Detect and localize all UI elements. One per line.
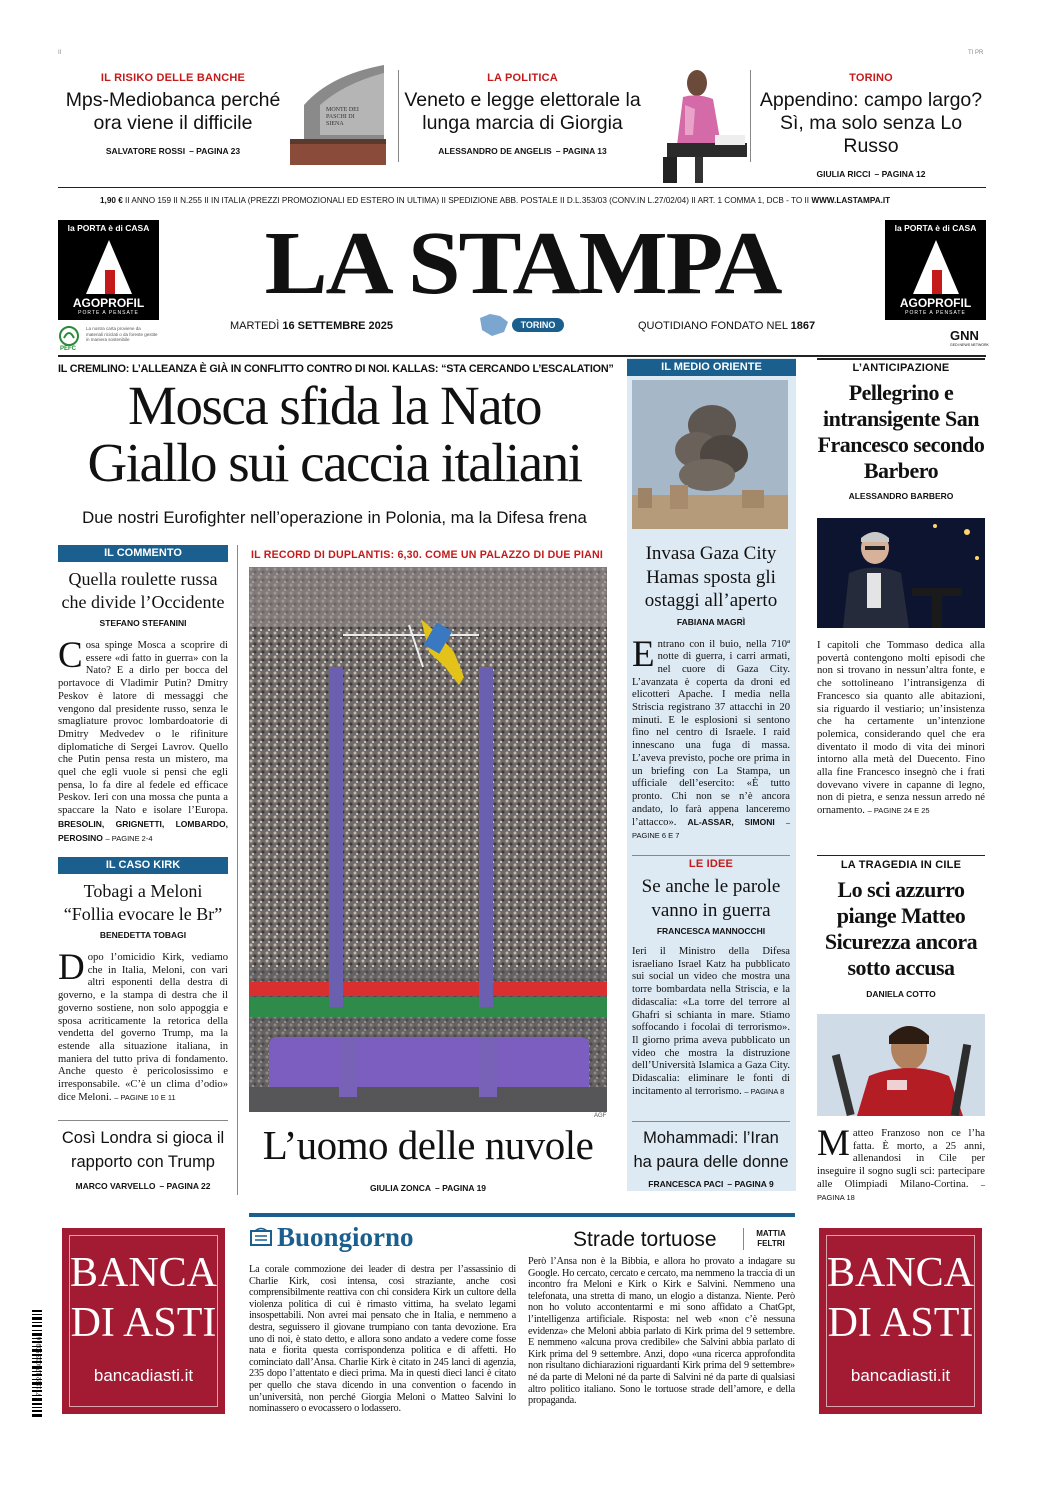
main-subhead: Due nostri Eurofighter nell’operazione in Polonia, ma la Difesa frena	[82, 508, 587, 527]
masthead-title: LA STAMPA	[264, 214, 781, 313]
tragedia-body	[817, 1123, 985, 1204]
kirk-body	[58, 947, 228, 1104]
duplantis-page: – PAGINA 19	[435, 1183, 487, 1193]
mohammadi-author: FRANCESCA PACI	[648, 1179, 724, 1189]
drop-cap: D	[58, 947, 85, 988]
buongiorno-col1: La corale commozione dei leader di destra per l’assassinio di Charlie Kirk, così intensa, così straziante, anche così comprensibilmente reattiva con chi considera Kirk un cultore della violenza politica di cui è rimasto vittima, ha svelato legami insospettabili. Non avrei mai pensato che in Italia, e nemmeno a destra, seguissero il giovane trumpiano con tanta devozione. Era uno di noi, è stato detto, e allora sono andato a vedere come fosse nata e fiorita questa corrispondenza politica e di affetti. Ho cominciato dall’Ansa. Charlie Kirk è citato in 245 lanci di agenzia, 235 dopo l’attentato e dieci prima. Ma in questi dieci lanci è citato per quello che stava dicendo in una convention o facendo in un’università, non perché Giorgia Meloni o Matteo Salvini lo nominassero o evocassero o lodassero.	[249, 1264, 516, 1415]
ad-brand-sub: PORTE A PENSATE	[78, 310, 139, 316]
mohammadi-title: Mohammadi: l’Iran ha paura delle donne	[633, 1129, 789, 1171]
gaza-photo[interactable]	[632, 380, 788, 529]
kirk-text: opo l’omicidio Kirk, vediamo che in Italia, Meloni, con vari altri esponenti della destra di governo, e la stampa di destra che il governo sostiene, non solo appoggia e sposa acriticamente la retorica della vendetta del governo Trump, ma la estende alla situazione italiana, in maniera del tutto priva di fondamento. Anche questo è pericolosissimo e irresponsabile. «C’è un clima d’odio» dice Meloni.	[58, 952, 228, 1103]
drop-cap: E	[632, 633, 655, 675]
masthead-founded	[638, 320, 815, 332]
pefc-mark	[58, 326, 158, 354]
price: 1,90 €	[100, 196, 123, 205]
ad-brand: AGOPROFIL	[899, 296, 972, 310]
gaza-title: Invasa Gaza City Hamas sposta gli ostaggi all’aperto	[644, 543, 778, 611]
gaza-article[interactable]	[632, 542, 790, 843]
ad-brand-sub: PORTE A PENSATE	[905, 310, 966, 316]
barcode-number: 9 771122 174003 50916	[37, 1336, 43, 1402]
gaza-page: – PAGINE 6 E 7	[632, 818, 790, 841]
commento-author: STEFANO STEFANINI	[99, 618, 187, 628]
ad-tagline: la PORTA è di CASA	[894, 223, 977, 233]
teaser-kicker: TORINO	[849, 72, 893, 84]
gnn-label: GNN	[950, 328, 979, 343]
mohammadi-article[interactable]	[632, 1126, 790, 1192]
commento-article[interactable]	[58, 545, 228, 845]
kirk-bar: IL CASO KIRK	[58, 857, 228, 874]
barbero-body	[817, 640, 985, 818]
gnn-sub: GEDI NEWS NETWORK	[950, 343, 989, 347]
commento-title: Quella roulette russa che divide l’Occidente	[61, 569, 225, 612]
gaza-text: ntrano con il buio, nella 710ª notte di guerra, i carri armati, nel cuore di Gaza City. L’avanzata è coperta da droni ed elicotteri Apache. I media nella Striscia registrano 37 attacchi in 20 minuti. E le esplosioni si sentono fino nel centro di Israele. I raid innescano una fuga di massa. L’aveva previsto, poche ore prima in un briefing con La Stampa, un ufficiale dell’esercito: «È tutto pronto. Chi non se n’è ancora andato, lo farà appena lanceremo l’attacco».	[632, 638, 790, 829]
ad-brand: AGOPROFIL	[72, 296, 145, 310]
banca-line2: DI ASTI	[70, 1300, 217, 1346]
edition-badge	[474, 312, 570, 338]
teaser-photo-mps	[290, 65, 386, 165]
date-weekday: MARTEDÌ	[230, 320, 280, 332]
teaser-title: Veneto e legge elettorale la lunga marcia di Giorgia	[404, 89, 641, 134]
commento-sig: BRESOLIN, GRIGNETTI, LOMBARDO, PEROSINO	[58, 818, 228, 843]
idee-kicker: LE IDEE	[688, 858, 734, 870]
ad-tagline: la PORTA è di CASA	[67, 223, 150, 233]
londra-page: – PAGINA 22	[159, 1181, 211, 1191]
commento-text: osa spinge Mosca a scoprire di essere «di fatto in guerra» con la Nato? E a dirlo per bocca del portavoce di Vladimir Putin? Dmitry Peskov è latore di messaggi che vengono dal presidente russo, senza le smagliature provoc lombardoatorie di Dmitry Medvedev o le rifiniture diplomatiche di Sergei Lavrov. Quello che Putin pensa resta un mistero, ma quel che egli vuole si pensi che egli pensa, lo fa dire al fedele ed efficace Peskov. Ieri con una mossa che punta a spaccare la Nato e isolare l’Europa.	[58, 640, 228, 817]
teaser-torino[interactable]	[752, 72, 990, 182]
agoprofil-logo-icon	[913, 240, 959, 294]
banca-asti-ad-right[interactable]	[819, 1228, 982, 1414]
barbero-title: Pellegrino e intransigente San Francesco secondo Barbero	[817, 380, 985, 483]
duplantis-photo[interactable]	[249, 567, 607, 1112]
banca-line1: BANCA	[826, 1250, 975, 1296]
buongiorno-title: Buongiorno	[277, 1222, 414, 1252]
founded-text: QUOTIDIANO FONDATO NEL	[638, 320, 788, 332]
barbero-article[interactable]	[817, 362, 985, 501]
idee-title: Se anche le parole vanno in guerra	[641, 876, 781, 921]
teaser-kicker: IL RISIKO DELLE BANCHE	[100, 72, 246, 84]
gaza-author: FABIANA MAGRÌ	[676, 616, 746, 627]
idee-text: Ieri il Ministro della Difesa israeliano Israel Katz ha pubblicato sui social un video che mostra una torre bombardata nella Striscia, e la didascalia: «La torre del terrore al Ghafri si schianta in mare. Stiamo soffocando i focolai di terrorismo». Il giorno prima aveva pubblicato un video che mostra la distruzione dell’Università Islamica a Gaza City. Didascalia: eliminare le fonti di incitamento al terrorismo.	[632, 946, 790, 1097]
main-kicker: IL CREMLINO: L’ALLEANZA È GIÀ IN CONFLITTO CONTRO DI NOI. KALLAS: “STA CERCANDO L’ESCALATION”	[58, 363, 614, 375]
banca-line2: DI ASTI	[827, 1300, 974, 1346]
banca-url: bancadiasti.it	[850, 1366, 951, 1385]
kirk-page: – PAGINE 10 E 11	[114, 1092, 176, 1102]
gaza-body	[632, 633, 790, 843]
franzoso-photo[interactable]	[817, 1014, 985, 1116]
buongiorno-col2: Però l’Ansa non è la Bibbia, e allora ho provato a indagare su Google. Ho cercato, cercato e cercato, ma nemmeno la traccia di un incontro fra Meloni e Kirk o Kirk e Salvini. Nemmeno una telefonata, una stretta di mano, un elogio a distanza. Niente. Però non ho voluto accontentarmi e mi sono affidato a ChatGpt, l’intelligenza artificiale. Risposta: nel web «non c’è nessuna evidenza» che Meloni abbia parlato di Kirk prima del 9 settembre. E nemmeno «alcuna prova credibile» che Salvini abbia parlato di Kirk prima del 9 settembre. Anzi, dopo «una ricerca approfondita non risultano dichiarazioni riguardanti Kirk prima del 9 settembre» né da parte di Meloni né da parte di Salvini né da parte di qualsiasi altro politico italiano. Sono le tortuose strade dell’amore, e della propaganda.	[528, 1256, 795, 1407]
teaser-photo-text: MONTE DEI PASCHI DI SIENA	[326, 107, 359, 127]
banca-asti-ad-left[interactable]	[62, 1228, 225, 1414]
teaser-author: GIULIA RICCI	[816, 169, 871, 179]
commento-page: – PAGINE 2-4	[105, 833, 153, 843]
tragedia-title: Lo sci azzurro piange Matteo Sicurezza ancora sotto accusa	[824, 877, 978, 980]
main-headline-line1: Mosca sfida la Nato	[128, 375, 541, 436]
info-line-text: II ANNO 159 II N.255 II IN ITALIA (PREZZI PROMOZIONALI ED ESTERO IN ULTIMA) II SPEDIZIONE ABB. POSTALE II D.L.353/03 (CONV.IN L.27/02/04) II ART. 1 COMMA 1, DCB - TO II	[125, 196, 810, 205]
duplantis-kicker: IL RECORD DI DUPLANTIS: 6,30. COME UN PALAZZO DI DUE PIANI	[251, 549, 603, 561]
teaser-title: Appendino: campo largo? Sì, ma solo senza Lo Russo	[759, 89, 983, 157]
banca-line1: BANCA	[69, 1250, 218, 1296]
barbero-photo[interactable]	[817, 518, 985, 628]
buongiorno-column[interactable]	[249, 1222, 795, 1415]
banca-url: bancadiasti.it	[93, 1366, 194, 1385]
teaser-author: SALVATORE ROSSI	[105, 146, 186, 156]
ad-agoprofil-right[interactable]	[885, 220, 986, 320]
masthead-date	[230, 320, 393, 332]
pefc-icon	[58, 326, 80, 348]
site-link[interactable]: WWW.LASTAMPA.IT	[811, 196, 891, 205]
duplantis-headline[interactable]: L’uomo delle nuvole	[262, 1122, 594, 1168]
barbero-author: ALESSANDRO BARBERO	[848, 491, 954, 501]
gaza-sig: AL-ASSAR, SIMONI	[687, 817, 775, 828]
idee-author: FRANCESCA MANNOCCHI	[656, 926, 766, 936]
pefc-note: La nostra carta proviene da materiali riciclati o da foreste gestite in maniera sostenibile	[86, 326, 158, 342]
mohammadi-page: – PAGINA 9	[727, 1179, 774, 1189]
idee-article[interactable]	[632, 858, 790, 1098]
tragedia-article[interactable]	[817, 859, 985, 999]
kirk-article[interactable]	[58, 857, 228, 1104]
tragedia-text: atteo Franzoso non ce l’ha fatta. È morto, a 25 anni, allenandosi in Cile per inseguire il sogno sugli sci: partecipare alle Olimpiadi Milano-Cortina.	[817, 1128, 985, 1190]
kirk-author: BENEDETTA TOBAGI	[99, 930, 187, 940]
teaser-banche[interactable]	[58, 72, 288, 159]
teaser-page: – PAGINA 12	[874, 169, 926, 179]
photo-credit: AGF	[594, 1113, 607, 1119]
londra-article[interactable]	[58, 1126, 228, 1194]
drop-cap: C	[58, 635, 83, 676]
teaser-page: – PAGINA 23	[189, 146, 241, 156]
top-right-code: TI PR	[968, 50, 984, 56]
tragedia-author: DANIELA COTTO	[866, 989, 936, 999]
teaser-kicker: LA POLITICA	[487, 72, 558, 84]
londra-title: Così Londra si gioca il rapporto con Trump	[61, 1129, 225, 1171]
gnn-logo	[950, 328, 989, 347]
barcode	[30, 1310, 50, 1430]
duplantis-author: GIULIA ZONCA	[369, 1183, 432, 1193]
top-left-code: II	[58, 50, 62, 56]
drop-cap: M	[817, 1123, 850, 1164]
barbero-kicker: L’ANTICIPAZIONE	[852, 362, 950, 374]
tragedia-page: – PAGINA 18	[817, 1179, 985, 1202]
teaser-title: Mps-Mediobanca perché ora viene il difficile	[65, 89, 281, 134]
teaser-photo-appendino	[655, 65, 750, 183]
date-value: 16 SETTEMBRE 2025	[282, 320, 394, 332]
founded-year: 1867	[790, 320, 816, 332]
pefc-label: PEFC	[60, 346, 77, 352]
commento-body	[58, 635, 228, 845]
barbero-page: – PAGINE 24 E 25	[867, 806, 930, 816]
main-headline[interactable]	[58, 377, 611, 491]
teaser-author: ALESSANDRO DE ANGELIS	[438, 146, 552, 156]
agoprofil-logo-icon	[86, 240, 132, 294]
buongiorno-subtitle: Strade tortuose	[573, 1228, 717, 1251]
ad-agoprofil-left[interactable]	[58, 220, 159, 320]
idee-body	[632, 946, 790, 1098]
newspaper-icon	[249, 1227, 273, 1247]
info-line	[100, 196, 980, 205]
idee-page: – PAGINA 8	[744, 1086, 785, 1096]
edition-label: TORINO	[512, 318, 564, 332]
barbero-text: I capitoli che Tommaso dedica alla povertà contengono molti episodi che non si trovano in nessun’altra fonte, e che sottolineano l’intransigenza di Francesco sia quanto alle abitazioni, sia riguardo il vestiario; un’insistenza che ha certamente un’intenzione polemica, considerando quel che era diventato il modo di vita dei minori intorno alla metà del Duecento. Fino alla fine Francesco insegnò che i frati dovevano vivere in capanne di legno, non di pietra, e senza nessun arredo né ornamento.	[817, 640, 985, 817]
tragedia-kicker: LA TRAGEDIA IN CILE	[840, 859, 962, 871]
londra-author: MARCO VARVELLO	[75, 1181, 156, 1191]
teaser-page: – PAGINA 13	[555, 146, 607, 156]
piemonte-map-icon	[474, 312, 514, 338]
commento-bar: IL COMMENTO	[58, 545, 228, 562]
teaser-politica[interactable]	[400, 72, 645, 159]
medio-oriente-bar: IL MEDIO ORIENTE	[627, 359, 796, 376]
buongiorno-author: MATTIA FELTRI	[756, 1229, 786, 1248]
kirk-title: Tobagi a Meloni “Follia evocare le Br”	[63, 881, 223, 924]
main-headline-line2: Giallo sui caccia italiani	[87, 432, 582, 493]
